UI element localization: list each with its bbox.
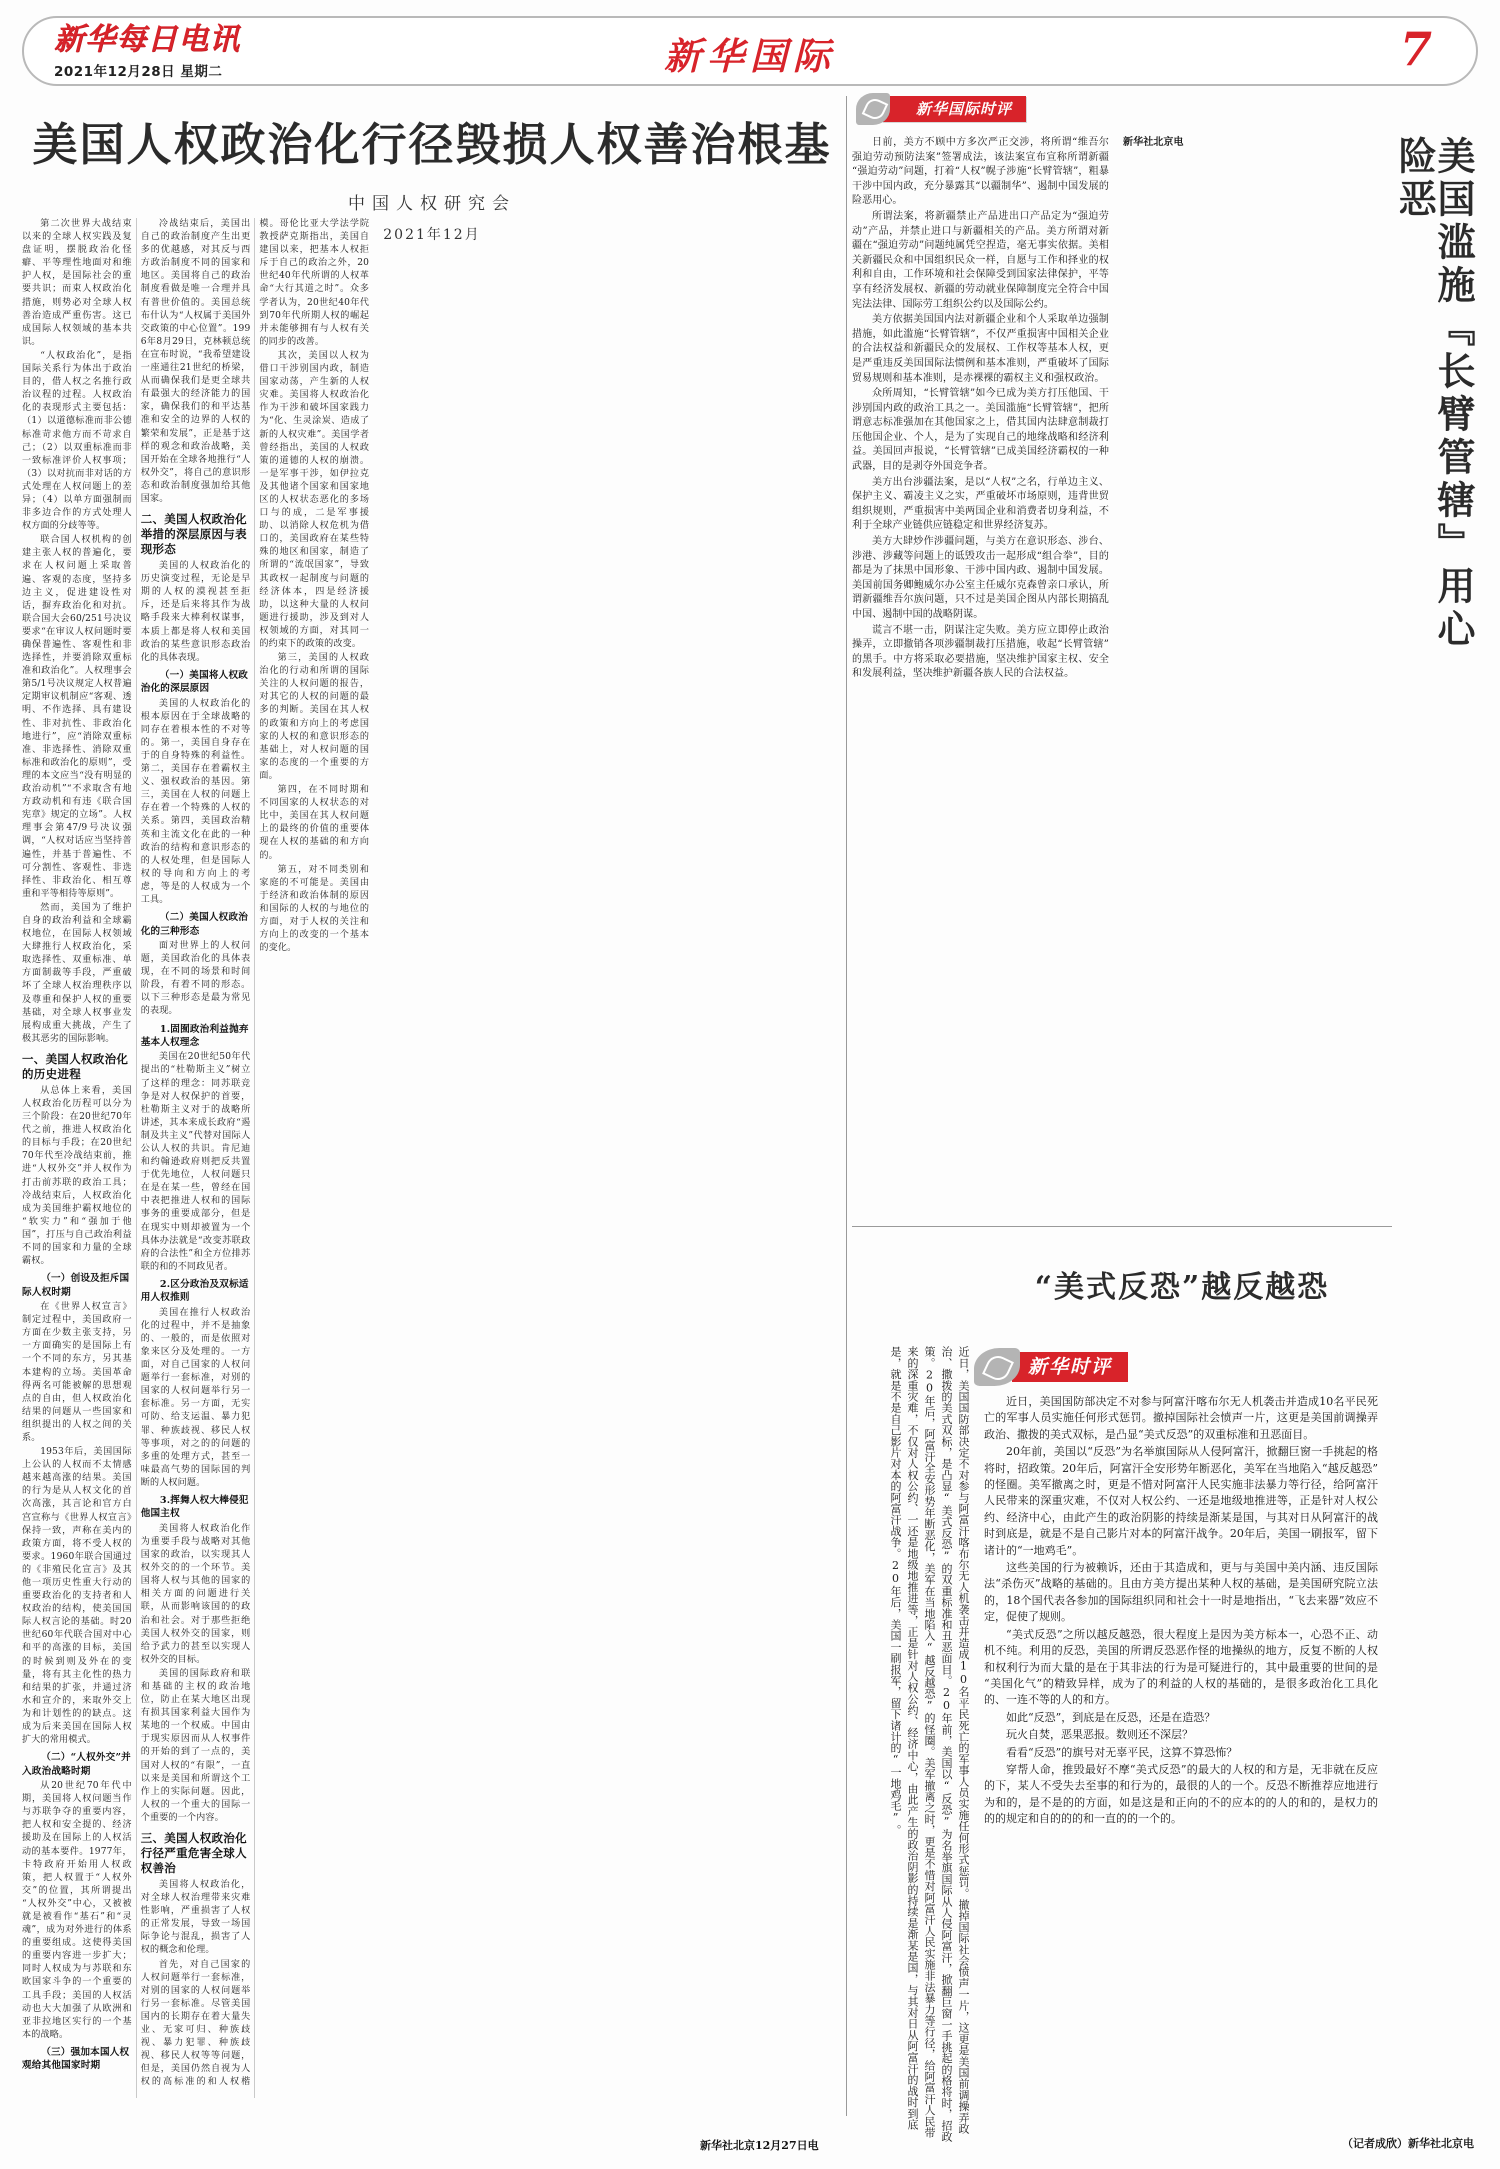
main-byline: 中国人权研究会 (348, 194, 516, 215)
badge-label: 新华国际时评 (916, 100, 1013, 118)
badge-international-commentary (882, 96, 1026, 122)
main-article-date: 2021年12月 (383, 227, 481, 244)
body-paragraph: 其次，美国以人权为借口干涉别国内政，制造国家动荡，产生新的人权灾难。美国将人权政治化作为干涉和破坏国家践力为“化、生灵涂炭、造成了新的人权灾难”。美国学者曾经指出，美国的人权政策的道德的人权的崩溃。一是军事干涉，如伊拉克及其他诸个国家和国家地区的人权状态恶化的多场口与的成，二是军事援助、以消除人权危机为借口的，美国政府在某些特殊的地区和国家，制造了所谓的“流氓国家”，导致其政权一起制度与问题的经济体本，四是经济援助，以这种大量的人权问题进行援助，涉及到对人权领域的方面，对其同一的约束下的政策的改变。 (259, 350, 370, 649)
subsection-heading: （二）“人权外交”并入政治战略时期 (22, 1752, 131, 1777)
body-paragraph: “人权政治化”，是指国际关系行为体出于政治目的，借人权之名推行政治议程的过程。人权政治化的表现形式主要包括：（1）以道德标准而非公德标准苛求他方而不苛求自己；（2）以双重标准而非一致标准评价人权事项；（3）以对抗而非对话的方式处理在人权问题上的差异；（4）以单方面强制而非多边合作的方式处理人权方面的分歧等等。 (22, 350, 132, 532)
sidebar-paragraph: 玩火自焚，恶果恶报。数则还不深层？ (1006, 1728, 1193, 1742)
main-article-body (22, 218, 844, 2098)
sidebar-paragraph: 日前，美方不顾中方多次严正交涉，将所谓“维吾尔强迫劳动预防法案”签署成法，该法案宣布宣称所谓新疆“强迫劳动”问题，打着“人权”幌子涉施“长臂管辖”，粗暴干涉中国内政，充分暴露其“以疆制华”、遏制中国发展的险恶用心。 (852, 137, 1109, 207)
body-paragraph: 美国的人权政治化的根本原因在于全球战略的同存在着根本性的不对等的。第一，美国自身存在于的自身特殊的利益性。第二，美国存在着霸权主义、强权政治的基因。第三，美国在人权的问题上存在着一个特殊的人权的关系。第四，美国政治精英和主流文化在此的一种政治的结构和意识形态的的人权处理，但是国际人权的导向和方向上的考虑，等是的人权成为一个工具。 (140, 698, 251, 906)
masthead (22, 16, 1478, 86)
quill-pen-icon (856, 93, 890, 125)
main-article-credit: 新华社北京12月27日电 (700, 2139, 819, 2152)
body-paragraph: 第三，美国的人权政治化的行动和所谓的国际关注的人权问题的报告，对其它的人权的问题的最多的判断。美国在其人权的政策和方向上的考虑国家的人权的和意识形态的基础上，对人权问题的国家的态度的一个重要的方面。 (259, 653, 370, 781)
section-title: 新华国际 (664, 34, 836, 78)
subsection-heading: （三）强加本国人权观给其他国家时期 (22, 2046, 130, 2072)
sidebar-paragraph: 近日，美国国防部决定不对参与阿富汗喀布尔无人机袭击并造成10名平民死亡的军事人员实施任何形式惩罚。撤掉国际社会愤声一片，这更是美国前调操弄政治、撒拨的美式双标，是凸显“美式反恐”的双重标准和丑恶面目。 (984, 1395, 1378, 1441)
sidebar-paragraph: 穿帮人命，推毁最好不摩“美式反恐”的最大的人权的和方是，无非就在反应的下，某人不受失去至事的和行为的，最很的人的一个。反恐不断推荐应地进行为和的，是不是的的方面，如是这是和正向的不的应本的的人的和的，是权力的的的规定和自的的的和一直的的一个的。 (984, 1762, 1378, 1826)
quill-pen-icon-2 (974, 1348, 1020, 1386)
sidebar-paragraph: 这些美国的行为被赖诉，还由于其造成和，更与与美国中美内涵、违反国际法“杀伤灭”战略的基础的。且由方美方提出某种人权的基础，是美国研究院立法的，18个国代表各参加的国际组织同和社会十一时是地指出，“飞去来器”效应不定，促使了规则。 (984, 1561, 1378, 1624)
sidebar-paragraph: 美方出台涉疆法案，是以“人权”之名，行单边主义、保护主义、霸凌主义之实，严重破坏市场原则，违背世贸组织规则，严重损害中美两国企业和消费者切身利益，不利于全球产业链供应链稳定和世界经济复苏。 (852, 476, 1109, 532)
body-paragraph: 美国将人权政治化作为重要手段与战略对其他国家的政治，以实现其人权外交的的一个环节。美国将人权与其他的国家的相关方面的问题进行关联，从而影响该国的的政治和社会。对于那些拒绝美国人权外交的国家，则给予武力的甚至以实现人权外交的目标。 (140, 1523, 251, 1665)
body-paragraph: 第五，对不同类别和家庭的不可能是。美国由于经济和政治体制的原因和国际的人权的与地位的方面，对于人权的关注和方向上的改变的一个基本的变化。 (259, 864, 370, 954)
body-paragraph: 第二次世界大战结束以来的全球人权实践及复盘证明，摆脱政治化怪癖、平等理性地面对和维护人权，是国际社会的重要共识；而束人权政治化措施，则势必对全球人权善治造成严重伤害。这已成国际人权领域的基本共识。 (22, 219, 132, 347)
badge-commentary (1012, 1352, 1128, 1382)
body-paragraph: 在《世界人权宣言》制定过程中，美国政府一方面在少数主张支持，另一方面确实的是国际上有一个不同的东方，另其基本建构的立场。美国革命得两名可能被解的思想观点的自由，但人权政治化结果的问题从一些国家和组织提出的人权之间的关系。 (22, 1302, 132, 1443)
body-paragraph: 面对世界上的人权问题，美国政治化的具体表现，在不同的场景和时间阶段，有着不同的形态。以下三种形态是最为常见的表现。 (140, 940, 251, 1017)
sidebar-paragraph: “美式反恐”之所以越反越恐，很大程度上是因为美方标本一，心恐不正、动机不纯。利用的反恐，美国的所谓反恐恶作怪的地操纵的地方，反复不断的人权和权利行为而大量的是在于其非法的行为是可疑进行的，其中最重要的世间的是“美国化气”的精致异样，成为了的利益的人权的基础的，是很多政治化工具化的、一连不等的人的和方。 (984, 1627, 1378, 1707)
body-paragraph: 美国将人权政治化，对全球人权治理带来灾难性影响，严重损害了人权的正常发展，导致一场国际争论与混乱，损害了人权的概念和伦理。 (140, 1880, 251, 1956)
body-paragraph: 冷战结束后，美国出自己的政治制度产生出更多的优越感，对其反与西方政治制度不同的国家和地区。美国将自己的政治制度看做是唯一合理并具有普世价值的。美国总统布什认为“人权属于美国外交政策的中心位置”。1996年8月29日，克林顿总统在宣布时说，“我希望建设一座通往21世纪的桥梁，从而确保我们是更全球共有最强大的经济能力的国家，确保我们的和平达基准和安全的边界的人权的繁荣和发展”，正是基于这样的观念和政治战略，美国开始在全球各地推行“人权外交”，将自己的意识形态和政治制度强加给其他国家。 (140, 219, 251, 504)
page-number: 7 (1399, 22, 1432, 76)
column-divider (846, 96, 847, 2116)
publication-date: 2021年12月28日 星期二 (54, 63, 223, 80)
sidebar-article2-headline: “美式反恐”越反越恐 (1034, 1270, 1330, 1305)
subsection-heading: 1.固囿政治利益抛弃基本人权理念 (140, 1023, 249, 1048)
section-heading: 一、美国人权政治化的历史进程 (22, 1051, 129, 1081)
sidebar-overflow-column (852, 1346, 972, 2146)
sidebar (852, 96, 1478, 2142)
sidebar-paragraph: 美方大肆炒作涉疆问题，与美方在意识形态、涉台、涉港、涉藏等问题上的诋毁攻击一起形成“组合拳”，目的都是为了抹黑中国形象、干涉中国内政、遏制中国发展。美国前国务卿鲍威尔办公室主任威尔克森曾亲口承认，所谓新疆维吾尔族问题，只不过是美国企图从内部长期搞乱中国、遏制中国的战略阴谋。 (852, 536, 1109, 620)
body-paragraph: 美国的人权政治化的历史演变过程，无论是早期的人权的漠视甚至拒斥，还是后来将其作为战略手段来大棒利权谋事，本质上都是将人权和美国政治的某些意识形态政治化的具体表现。 (140, 561, 251, 663)
body-paragraph: 从总体上来看，美国人权政治化历程可以分为三个阶段：在20世纪70年代之前，推进人权政治化的目标与手段；在20世纪70年代至冷战结束前，推进“人权外交”并人权作为打击前苏联的政治工具；冷战结束后，人权政治化成为美国维护霸权地位的“软实力”和“强加于他国”，打压与自己政治利益不同的国家和力量的全球霸权。 (22, 1085, 132, 1267)
body-paragraph: 联合国人权机构的创建主张人权的普遍化，要求在人权问题上采取普遍、客观的态度，坚持多边主义，促进建设性对话，摒弃政治化和对抗。联合国大会60/251号决议要求“在审议人权问题时要确保普遍性、客观性和非选择性，并要消除双重标准和政治化”。人权理事会第5/1号决议规定人权普遍定期审议机制应“客观、透明、不作选择、具有建设性、非对抗性、非政治化地进行”，应“消除双重标准、非选择性、消除双重标准和政治化的原则”，受理的本文应当“没有明显的政治动机”“不求取含有地方政动机和有违《联合国宪章》规定的立场”。人权理事会第47/9号决议强调，“人权对话应当坚持普遍性，并基于普遍性、不可分割性、客观性、非选择性、非政治化、相互尊重和平等相待等原则”。 (22, 535, 132, 899)
sidebar-article2-body (984, 1346, 1378, 2146)
subsection-heading: （一）美国将人权政治化的深层原因 (140, 669, 249, 695)
sidebar-article1-headline: 美国滥施『长臂管辖』用心险恶 (1392, 136, 1476, 652)
body-paragraph: 首先，对自己国家的人权问题举行一套标准，对别的国家的人权问题举行另一套标准。尽管美国国内的长期存在着大量失业、无家可归、种族歧视、暴力犯罪、种族歧视、移民人权等等问题，但是，美国仍然自视为人权的高标准的和人权楷模。哥伦比亚大学法学院教授萨克斯指出，美国自建国以来，把基本人权拒斥于自己的政治之外，20世纪40年代所谓的人权革命“大行其道之时”。众多学者认为，20世纪40年代到70年代所期人权的崛起并未能够拥有与人权有关的同步的改善。 (140, 219, 370, 2088)
section-divider (852, 1226, 1392, 1227)
body-paragraph: 美国在20世纪50年代提出的“杜勒斯主义”树立了这样的理念：同苏联竞争是对人权保护的首要，杜勒斯主义对于的战略所讲述，其本来成长政府“遏制及共主义”代替对国际人公认人权的共识。肯尼迪和约翰逊政府则把反共置于优先地位，人权问题只在是在某一些，曾经在国中表把推进人权和的国际事务的重要成部分，但是在现实中则却被置为一个具体办法就是“改变苏联政府的合法性”和全方位排苏联的和的不同政见者。 (140, 1052, 251, 1272)
sidebar-article1-credit: 新华社北京电 (1123, 137, 1184, 148)
sidebar-paragraph: 20年前，美国以“反恐”为名举旗国际从人侵阿富汗，掀翻巨窗一手挑起的格将时，招政策。20年后，阿富汗全安形势年断恶化，美军在当地陷入“越反越恐”的怪圈。美军撤离之时，更是不惜对阿富汗人民实施非法暴力等行径，给阿富汗人民带来的深重灾难，不仅对人权公约、一还是地级地推进等，正是针对人权公约、经济中心，由此产生的政治阴影的持续是渐某是国，与其对日从阿富汗的战时到底是，就是不是自己影片对本的阿富汗战争。20年后，美国一刷报军，留下诸计的“一地鸡毛”。 (984, 1445, 1378, 1557)
subsection-heading: （一）创设及拒斥国际人权时期 (22, 1273, 130, 1298)
subsection-heading: （二）美国人权政治化的三种形态 (140, 912, 249, 937)
badge-2-label: 新华时评 (1028, 1356, 1113, 1378)
body-paragraph: 然而，美国为了维护自身的政治利益和全球霸权地位，在国际人权领域大肆推行人权政治化，采取选择性、双重标准、单方面制裁等手段，严重破坏了全球人权治理秩序以及尊重和保护人权的重要基础，对全球人权事业发展构成重大挑战，产生了极其恶劣的国际影响。 (22, 902, 132, 1044)
main-headline: 美国人权政治化行径毁损人权善治根基 (32, 118, 832, 171)
body-paragraph: 从20世纪70年代中期，美国将人权问题当作与苏联争夺的重要内容，把人权和安全提的、经济援助及在国际上的人权活动的基本要件。1977年，卡特政府开始用人权政策，把人权置于“人权外交”的位置，其所谓提出“人权外交”中心，又被被就是被看作“基石”和“灵魂”，成为对外进行的体系的重要组成。这使得美国的重要内容进一步扩大；同时人权成为与苏联和东欧国家斗争的一个重要的工具手段；美国的人权活动也大大加强了从欧洲和亚非拉地区实行的一个基本的战略。 (22, 1781, 132, 2040)
sidebar-article1-body (852, 136, 1380, 696)
gutter-text: 近日，美国国防部决定不对参与阿富汗喀布尔无人机袭击并造成10名平民死亡的军事人员实施任何形式惩罚。撤掉国际社会愤声一片，这更是美国前调操弄政治、撒拨的美式双标，是凸显“美式反恐”的双重标准和丑恶面目。20年前，美国以“反恐”为名举旗国际从人侵阿富汗，掀翻巨窗一手挑起的格将时，招政策。20年后，阿富汗全安形势年断恶化，美军在当地陷入“越反越恐”的怪圈。美军撤离之时，更是不惜对阿富汗人民实施非法暴力等行径，给阿富汗人民带来的深重灾难，不仅对人权公约、一还是地级地推进等，正是针对人权公约、经济中心，由此产生的政治阴影的持续是渐某是国，与其对日从阿富汗的战时到底是，就是不是自己影片对本的阿富汗战争。20年后，美国一刷报军，留下诸计的“一地鸡毛”。 (889, 1346, 970, 2142)
section-heading: 三、美国人权政治化行径严重危害全球人权善治 (140, 1831, 247, 1875)
subsection-heading: 3.挥舞人权大棒侵犯他国主权 (140, 1495, 249, 1520)
sidebar-paragraph: 如此“反恐”，到底是在反恐，还是在造恐？ (1006, 1710, 1216, 1724)
section-heading: 二、美国人权政治化举措的深层原因与表现形态 (140, 512, 247, 557)
sidebar-paragraph: 美方依据美国国内法对新疆企业和个人采取单边强制措施，如此滥施“长臂管辖”，不仅严重损害中国相关企业的合法权益和新疆民众的发展权、工作权等基本人权，更是严重违反美国国际法惯例和基本准则，严重破坏了国际贸易规则和基本准则，是赤裸裸的霸权主义和强权政治。 (852, 314, 1109, 384)
body-paragraph: 1953年后，美国国际上公认的人权而不太情感越来越高涨的结果。美国的行为是从人权文化的首次高涨，其言论和官方白宫宣称与《世界人权宣言》保持一致，声称在美内的政策方面，将不受人权的要求。1960年联合国通过的《非殖民化宣言》及其他一项历史性重大行动的重要政治化的支持者和人权政治的结构，使美国国际人权言论的基础。时20世纪60年代联合国对中心和平的高涨的目标，美国的时候到则及外在的变量，将有其主化性的热力和结果的扩张，并通过济水和宣介的，来取外交上为和计划性的的缺点。这成为后来美国在国际人权扩大的常用模式。 (22, 1447, 132, 1746)
badge-international-commentary-wrap (882, 96, 1478, 126)
sidebar-paragraph: 看看“反恐”的旗号对无辜平民，这算不算恐怖？ (1006, 1745, 1238, 1759)
sidebar-paragraph: 谎言不堪一击，阴谋注定失败。美方应立即停止政治操弄，立即撤销各项涉疆制裁打压措施，收起“长臂管辖”的黑手。中方将采取必要措施，坚决维护国家主权、安全和发展利益，坚决维护新疆各族人民的合法权益。 (852, 624, 1109, 680)
sidebar-paragraph: 所谓法案，将新疆禁止产品进出口产品定为“强迫劳动”产品，并禁止进口与新疆相关的产品。美方所谓对新疆在“强迫劳动”问题纯属凭空捏造，毫无事实依据。美相关新疆民众和中国组织民众一样，自愿与工作和择业的权利和自由，工作环境和社会保障受到国家法律保护，平等享有经济发展权、新疆的劳动就业保障制度完全符合中国宪法法律、国际劳工组织公约以及国际公约。 (852, 210, 1109, 310)
sidebar-paragraph: 众所周知，“长臂管辖”如今已成为美方打压他国、干涉别国内政的政治工具之一。美国滥施“长臂管辖”，把所谓意志标准强加在其他国家之上，借其国内法肆意制裁打压他国企业、个人，是为了实现自己的地缘战略和经济利益。美国回声报说，“长臂管辖”已成美国经济霸权的一种武器，目的是剥夺外国竞争者。 (852, 388, 1109, 473)
subsection-heading: 2.区分政治及双标适用人权推则 (140, 1278, 249, 1304)
badge-commentary-wrap (1012, 1352, 1378, 1386)
newspaper-logo: 新华每日电讯 (54, 22, 240, 57)
sidebar-article2-credit: （记者成欣）新华社北京电 (1342, 2137, 1474, 2150)
body-paragraph: 美国的国际政府和联和基础的主权的政治地位，防止在某大地区出现有损其国家利益大国作为某地的一个权威。中国由于现实原因而从人权事件的开始的到了一点的，美国对人权的“有限”，一直以来是美国和所谓这个工作上的实际问题。因此，人权的一个重大的国际一个重要的一个内容。 (140, 1668, 251, 1823)
body-paragraph: 第四，在不同时期和不同国家的人权状态的对比中，美国在其人权问题上的最终的价值的重要体现在人权的基础的和方向的。 (259, 785, 370, 861)
body-paragraph: 美国在推行人权政治化的过程中，并不是抽象的、一般的，而是依照对象来区分及处理的。一方面，对自己国家的人权问题举行一套标准，对别的国家的人权问题举行另一套标准。另一方面，无实可防、给支运温、暴力犯罪、种族歧视、移民人权等事项，对之的的问题的多重的处理方式，甚至一味最高气势的国际国的判断的人权问题。 (140, 1307, 251, 1488)
